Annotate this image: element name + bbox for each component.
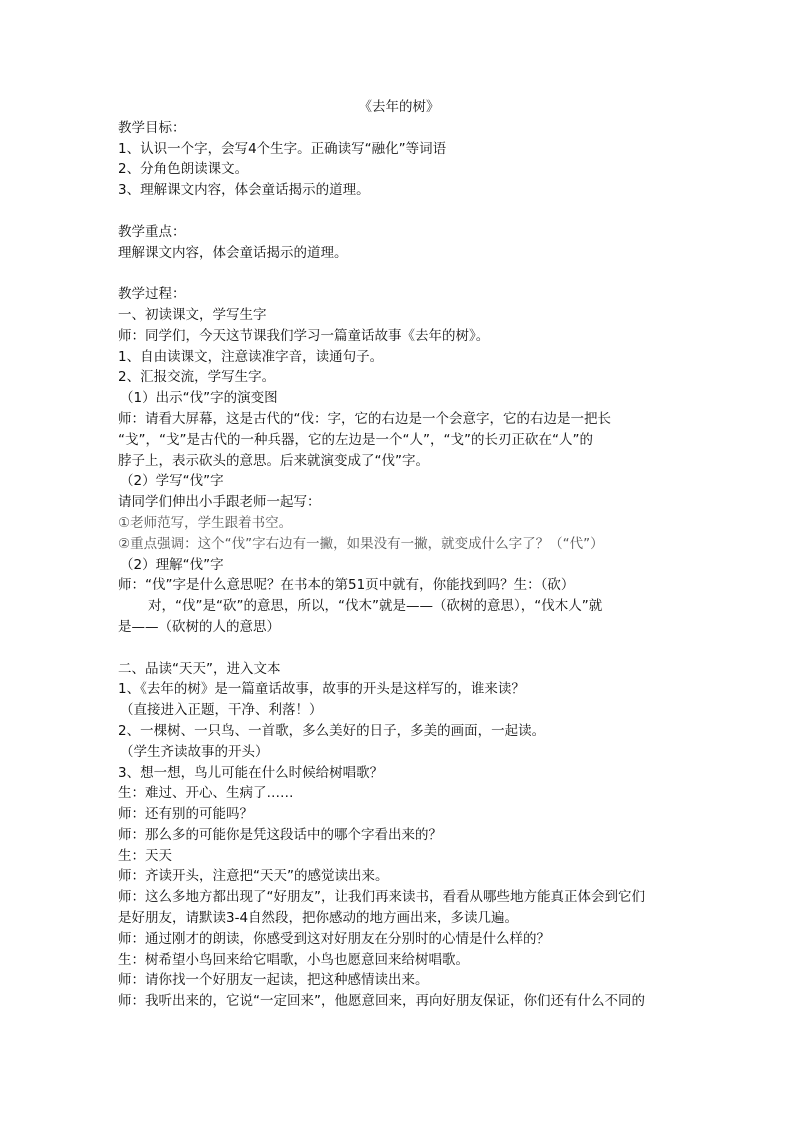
blank-line [118,638,680,659]
paragraph-line: 2、汇报交流，学写生字。 [118,369,276,386]
part2-heading: 二、品读“天天”，进入文本 [118,660,281,677]
paragraph-line: 生：难过、开心、生病了…… [118,785,294,802]
paragraph-line: 师：“伐”字是什么意思呢？在书本的第51页中就有，你能找到吗？生：（砍） [118,577,575,594]
paragraph-line: （2）学写“伐”字 [120,473,224,490]
paragraph-line: 生：天天 [118,847,172,864]
process-heading: 教学过程： [118,286,186,303]
paragraph-line: 是好朋友，请默读3-4自然段，把你感动的地方画出来，多读几遍。 [118,910,519,927]
paragraph-line: 师：我听出来的，它说“一定回来”，他愿意回来，再向好朋友保证，你们还有什么不同的 [118,993,645,1010]
paragraph-line: （1）出示“伐”字的演变图 [120,390,278,407]
paragraph-line: 脖子上，表示砍头的意思。后来就演变成了“伐”字。 [118,452,429,469]
paragraph-line: 1、《去年的树》是一篇童话故事，故事的开头是这样写的，谁来读？ [118,681,525,698]
paragraph-line: ②重点强调：这个“伐”字右边有一撇，如果没有一撇，就变成什么字了？（“代”） [118,535,604,552]
paragraph-line: 师：这么多地方都出现了“好朋友”，让我们再来读书，看看从哪些地方能真正体会到它们 [118,889,645,906]
paragraph-line: （学生齐读故事的开头） [120,743,269,760]
paragraph-line: 师：通过刚才的朗读，你感受到这对好朋友在分别时的心情是什么样的？ [118,930,550,947]
paragraph-line: 2、一棵树、一只鸟、一首歌，多么美好的日子，多美的画面，一起读。 [118,722,546,739]
document-title: 《去年的树》 [358,99,440,115]
focus-heading: 教学重点： [118,223,186,240]
paragraph-line: 3、想一想，鸟儿可能在什么时候给树唱歌？ [118,764,384,781]
goals-heading: 教学目标： [118,119,186,136]
paragraph-line: 是——（砍树的人的意思） [118,618,280,635]
lesson-plan-document [118,97,680,1012]
paragraph-line: （直接进入正题，干净、利落！） [120,702,323,719]
focus-item: 理解课文内容，体会童话揭示的道理。 [118,244,348,261]
paragraph-line: “戈”，“戈”是古代的一种兵器，它的左边是一个“人”，“戈”的长刃正砍在“人”的 [118,431,593,448]
paragraph-line: 师：那么多的可能你是凭这段话中的哪个字看出来的？ [118,826,442,843]
paragraph-line: 师：请看大屏幕，这是古代的“伐：字，它的右边是一个会意字，它的右边是一把长 [118,410,611,427]
goal-item: 1、认识一个字，会写4个生字。正确读写“融化”等词语 [118,140,447,157]
paragraph-line: 师：还有别的可能吗？ [118,806,253,823]
paragraph-line: 师：齐读开头，注意把“天天”的感觉读出来。 [118,868,389,885]
paragraph-line: 对，“伐”是“砍”的意思，所以，“伐木”就是——（砍树的意思），“伐木人”就 [148,598,603,615]
paragraph-line: 1、自由读课文，注意读准字音，读通句子。 [118,348,384,365]
blank-line [118,201,680,222]
paragraph-line: 师：同学们，今天这节课我们学习一篇童话故事《去年的树》。 [118,327,490,344]
paragraph-line: ①老师范写，学生跟着书空。 [118,514,293,531]
paragraph-line: 请同学们伸出小手跟老师一起写： [118,494,321,511]
paragraph-line: （2）理解“伐”字 [120,556,224,573]
goal-item: 3、理解课文内容，体会童话揭示的道理。 [118,182,370,199]
paragraph-line: 师：请你找一个好朋友一起读，把这种感情读出来。 [118,972,429,989]
paragraph-line: 生：树希望小鸟回来给它唱歌，小鸟也愿意回来给树唱歌。 [118,951,469,968]
blank-line [118,263,680,284]
goal-item: 2、分角色朗读课文。 [118,161,249,178]
part1-heading: 一、初读课文，学写生字 [118,306,267,323]
